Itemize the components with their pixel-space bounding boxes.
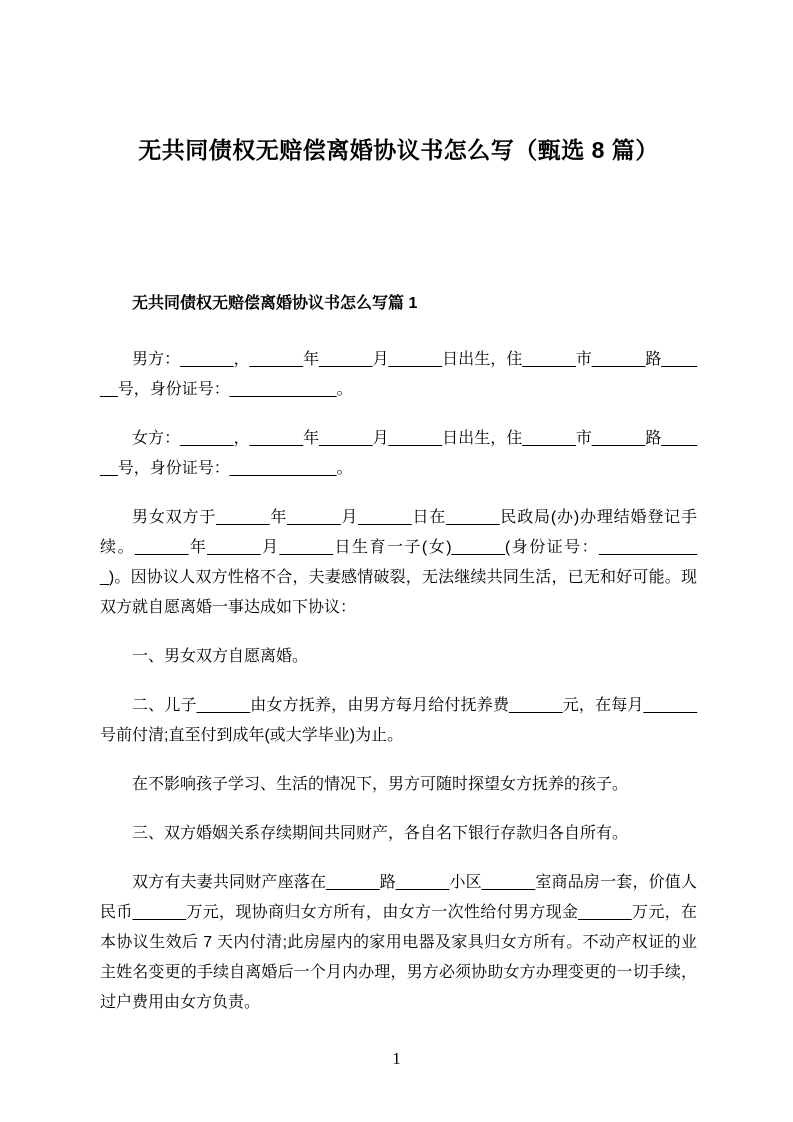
paragraph-clause-1: 一、男女双方自愿离婚。: [132, 648, 309, 665]
paragraph-marriage-background: 男女双方于______年______月______日在______民政局(办)办理结婚登记手续。______年______月______日生育一子(女)______(身份证号：____________)。因协议人双方性格不合，夫妻感情破裂，无法继续共同生活，已无和好可能。现双方就自愿离婚一事达成如下协议：: [100, 509, 697, 616]
section-heading: 无共同债权无赔偿离婚协议书怎么写篇 1: [132, 295, 418, 312]
page-number: 1: [392, 1049, 401, 1068]
paragraph-property-division: 双方有夫妻共同财产座落在______路______小区______室商品房一套，价值人民币______万元，现协商归女方所有，由女方一次性给付男方现金______万元，在本协议生效后 7 天内付清;此房屋内的家用电器及家具归女方所有。不动产权证的业主姓名变更的手续自离婚后一个月内办理，男方必须协助女方办理变更的一切手续，过户费用由女方负责。: [100, 874, 697, 1011]
document-title: 无共同债权无赔偿离婚协议书怎么写（甄选 8 篇）: [138, 137, 659, 163]
paragraph-clause-3: 三、双方婚姻关系存续期间共同财产，各自名下银行存款归各自所有。: [132, 825, 629, 842]
paragraph-clause-2: 二、儿子______由女方抚养，由男方每月给付抚养费______元，在每月______号前付清;直至付到成年(或大学毕业)为止。: [100, 697, 697, 744]
paragraph-party-male: 男方：______，______年______月______日出生，住______市______路______号，身份证号：____________。: [100, 351, 697, 398]
page-footer: [0, 1048, 793, 1070]
paragraph-party-female: 女方：______，______年______月______日出生，住______市______路______号，身份证号：____________。: [100, 430, 697, 477]
paragraph-visitation: 在不影响孩子学习、生活的情况下，男方可随时探望女方抚养的孩子。: [132, 776, 629, 793]
